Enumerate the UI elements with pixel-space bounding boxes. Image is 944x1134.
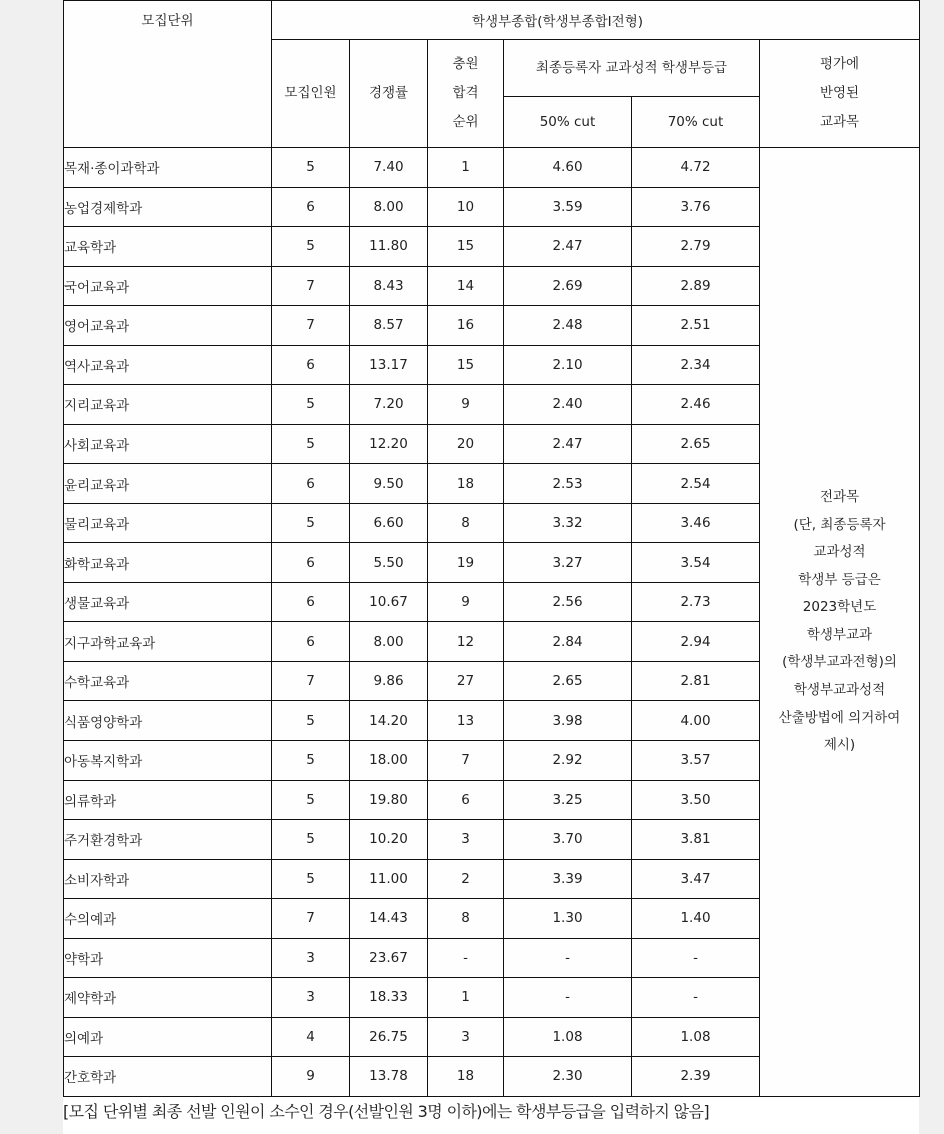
header-line: 교과목 xyxy=(819,114,860,130)
waitlist-rank-cell: 13 xyxy=(428,701,504,741)
unit-name-cell: 의예과 xyxy=(64,1017,272,1057)
note-line: 제시) xyxy=(823,737,856,754)
cut50-cell: 2.48 xyxy=(504,306,632,346)
cut50-column-header: 50% cut xyxy=(504,97,632,148)
cut70-cell: 2.51 xyxy=(632,306,760,346)
cut50-cell: 3.70 xyxy=(504,820,632,860)
quota-cell: 5 xyxy=(272,780,350,820)
waitlist-rank-cell: 9 xyxy=(428,582,504,622)
cut50-cell: 2.30 xyxy=(504,1057,632,1097)
header-line: 합격 xyxy=(452,85,479,101)
header-line: 평가에 xyxy=(819,56,860,72)
unit-name-cell: 수학교육과 xyxy=(64,661,272,701)
cut70-cell: 2.39 xyxy=(632,1057,760,1097)
quota-cell: 7 xyxy=(272,661,350,701)
competition-rate-cell: 7.20 xyxy=(350,385,428,425)
cut50-cell: - xyxy=(504,978,632,1018)
cut50-cell: 3.27 xyxy=(504,543,632,583)
competition-rate-cell: 14.43 xyxy=(350,899,428,939)
cut70-cell: - xyxy=(632,978,760,1018)
cut50-cell: 3.32 xyxy=(504,503,632,543)
cut50-cell: 2.56 xyxy=(504,582,632,622)
cut50-cell: 2.47 xyxy=(504,227,632,267)
competition-rate-cell: 8.00 xyxy=(350,187,428,227)
quota-cell: 6 xyxy=(272,543,350,583)
competition-rate-cell: 23.67 xyxy=(350,938,428,978)
waitlist-rank-cell: 3 xyxy=(428,820,504,860)
note-line: 산출방법에 의거하여 xyxy=(778,709,901,726)
waitlist-rank-cell: 16 xyxy=(428,306,504,346)
waitlist-rank-cell: 27 xyxy=(428,661,504,701)
unit-name-cell: 생물교육과 xyxy=(64,582,272,622)
cut50-cell: 1.30 xyxy=(504,899,632,939)
table-body xyxy=(64,148,920,1097)
quota-column-header: 모집인원 xyxy=(272,40,350,148)
cut70-cell: 2.89 xyxy=(632,266,760,306)
competition-rate-cell: 8.43 xyxy=(350,266,428,306)
waitlist-rank-cell: 19 xyxy=(428,543,504,583)
quota-cell: 5 xyxy=(272,385,350,425)
cut50-cell: 3.98 xyxy=(504,701,632,741)
admissions-results-table xyxy=(63,0,920,1097)
unit-name-cell: 국어교육과 xyxy=(64,266,272,306)
cut70-cell: 3.76 xyxy=(632,187,760,227)
unit-name-cell: 농업경제학과 xyxy=(64,187,272,227)
unit-name-cell: 약학과 xyxy=(64,938,272,978)
competition-rate-cell: 5.50 xyxy=(350,543,428,583)
note-line: (단, 최종등록자 xyxy=(793,516,886,533)
admission-type-header: 학생부종합(학생부종합I전형) xyxy=(272,1,920,40)
quota-cell: 6 xyxy=(272,187,350,227)
cut70-cell: 3.50 xyxy=(632,780,760,820)
cut50-cell: - xyxy=(504,938,632,978)
unit-name-cell: 영어교육과 xyxy=(64,306,272,346)
waitlist-rank-cell: 7 xyxy=(428,740,504,780)
unit-name-cell: 교육학과 xyxy=(64,227,272,267)
note-line: 교과성적 xyxy=(813,544,866,561)
quota-cell: 7 xyxy=(272,266,350,306)
waitlist-rank-cell: 1 xyxy=(428,148,504,188)
cut50-cell: 1.08 xyxy=(504,1017,632,1057)
unit-name-cell: 지구과학교육과 xyxy=(64,622,272,662)
quota-cell: 5 xyxy=(272,148,350,188)
competition-rate-cell: 9.86 xyxy=(350,661,428,701)
quota-cell: 5 xyxy=(272,820,350,860)
waitlist-rank-column-header xyxy=(428,40,504,148)
waitlist-rank-cell: 14 xyxy=(428,266,504,306)
cut50-cell: 3.59 xyxy=(504,187,632,227)
unit-name-cell: 지리교육과 xyxy=(64,385,272,425)
cut70-cell: 2.81 xyxy=(632,661,760,701)
quota-cell: 5 xyxy=(272,740,350,780)
unit-name-cell: 사회교육과 xyxy=(64,424,272,464)
quota-cell: 6 xyxy=(272,464,350,504)
competition-rate-cell: 10.67 xyxy=(350,582,428,622)
competition-rate-cell: 26.75 xyxy=(350,1017,428,1057)
cut50-cell: 2.47 xyxy=(504,424,632,464)
cut70-cell: 4.00 xyxy=(632,701,760,741)
competition-rate-cell: 9.50 xyxy=(350,464,428,504)
waitlist-rank-cell: 8 xyxy=(428,503,504,543)
cut50-cell: 2.65 xyxy=(504,661,632,701)
waitlist-rank-cell: 3 xyxy=(428,1017,504,1057)
cut50-cell: 2.92 xyxy=(504,740,632,780)
cut70-cell: 3.54 xyxy=(632,543,760,583)
cut50-cell: 2.84 xyxy=(504,622,632,662)
waitlist-rank-cell: 1 xyxy=(428,978,504,1018)
waitlist-rank-cell: 10 xyxy=(428,187,504,227)
cut70-cell: 2.73 xyxy=(632,582,760,622)
quota-cell: 3 xyxy=(272,978,350,1018)
competition-rate-cell: 13.78 xyxy=(350,1057,428,1097)
note-line: 전과목 xyxy=(819,488,860,505)
competition-rate-cell: 8.00 xyxy=(350,622,428,662)
competition-rate-cell: 14.20 xyxy=(350,701,428,741)
unit-name-cell: 제약학과 xyxy=(64,978,272,1018)
unit-name-cell: 식품영양학과 xyxy=(64,701,272,741)
quota-cell: 6 xyxy=(272,622,350,662)
cut70-cell: 4.72 xyxy=(632,148,760,188)
quota-cell: 7 xyxy=(272,899,350,939)
waitlist-rank-cell: 8 xyxy=(428,899,504,939)
note-line: (학생부교과전형)의 xyxy=(782,654,897,671)
cut70-cell: 2.46 xyxy=(632,385,760,425)
quota-cell: 7 xyxy=(272,306,350,346)
cut70-cell: 2.94 xyxy=(632,622,760,662)
competition-rate-cell: 18.33 xyxy=(350,978,428,1018)
unit-name-cell: 물리교육과 xyxy=(64,503,272,543)
cut70-cell: 3.47 xyxy=(632,859,760,899)
waitlist-rank-cell: 9 xyxy=(428,385,504,425)
unit-name-cell: 수의예과 xyxy=(64,899,272,939)
cut70-cell: 3.46 xyxy=(632,503,760,543)
competition-rate-cell: 18.00 xyxy=(350,740,428,780)
quota-cell: 5 xyxy=(272,503,350,543)
note-line: 학생부교과성적 xyxy=(793,682,886,699)
competition-rate-cell: 10.20 xyxy=(350,820,428,860)
competition-rate-cell: 11.00 xyxy=(350,859,428,899)
competition-rate-cell: 11.80 xyxy=(350,227,428,267)
cut50-cell: 4.60 xyxy=(504,148,632,188)
header-line: 충원 xyxy=(452,56,479,72)
unit-column-header: 모집단위 xyxy=(64,1,272,148)
unit-name-cell: 의류학과 xyxy=(64,780,272,820)
competition-column-header: 경쟁률 xyxy=(350,40,428,148)
unit-name-cell: 목재·종이과학과 xyxy=(64,148,272,188)
cut70-column-header: 70% cut xyxy=(632,97,760,148)
waitlist-rank-cell: - xyxy=(428,938,504,978)
unit-name-cell: 아동복지학과 xyxy=(64,740,272,780)
competition-rate-cell: 8.57 xyxy=(350,306,428,346)
cut70-cell: 3.57 xyxy=(632,740,760,780)
quota-cell: 5 xyxy=(272,424,350,464)
cut70-cell: 2.54 xyxy=(632,464,760,504)
unit-name-cell: 주거환경학과 xyxy=(64,820,272,860)
quota-cell: 9 xyxy=(272,1057,350,1097)
header-line: 순위 xyxy=(452,114,479,130)
waitlist-rank-cell: 12 xyxy=(428,622,504,662)
cut50-cell: 2.10 xyxy=(504,345,632,385)
grade-group-header: 최종등록자 교과성적 학생부등급 xyxy=(504,40,760,97)
note-line: 학생부 등급은 xyxy=(798,571,881,588)
quota-cell: 5 xyxy=(272,701,350,741)
competition-rate-cell: 19.80 xyxy=(350,780,428,820)
note-line: 학생부교과 xyxy=(806,626,873,643)
cut70-cell: 1.40 xyxy=(632,899,760,939)
waitlist-rank-cell: 15 xyxy=(428,227,504,267)
cut50-cell: 2.40 xyxy=(504,385,632,425)
cut50-cell: 2.53 xyxy=(504,464,632,504)
cut70-cell: 2.65 xyxy=(632,424,760,464)
unit-name-cell: 역사교육과 xyxy=(64,345,272,385)
table-row xyxy=(64,148,920,188)
header-row-top xyxy=(64,1,920,40)
quota-cell: 6 xyxy=(272,345,350,385)
subjects-note-cell xyxy=(760,148,920,1097)
competition-rate-cell: 12.20 xyxy=(350,424,428,464)
cut70-cell: 2.34 xyxy=(632,345,760,385)
cut70-cell: 3.81 xyxy=(632,820,760,860)
note-line: 2023학년도 xyxy=(802,599,877,616)
competition-rate-cell: 6.60 xyxy=(350,503,428,543)
competition-rate-cell: 7.40 xyxy=(350,148,428,188)
waitlist-rank-cell: 15 xyxy=(428,345,504,385)
quota-cell: 5 xyxy=(272,227,350,267)
cut70-cell: 1.08 xyxy=(632,1017,760,1057)
quota-cell: 3 xyxy=(272,938,350,978)
cut50-cell: 3.25 xyxy=(504,780,632,820)
cut50-cell: 2.69 xyxy=(504,266,632,306)
cut50-cell: 3.39 xyxy=(504,859,632,899)
quota-cell: 6 xyxy=(272,582,350,622)
waitlist-rank-cell: 6 xyxy=(428,780,504,820)
waitlist-rank-cell: 2 xyxy=(428,859,504,899)
quota-cell: 4 xyxy=(272,1017,350,1057)
unit-name-cell: 간호학과 xyxy=(64,1057,272,1097)
cut70-cell: - xyxy=(632,938,760,978)
cut70-cell: 2.79 xyxy=(632,227,760,267)
unit-name-cell: 화학교육과 xyxy=(64,543,272,583)
waitlist-rank-cell: 20 xyxy=(428,424,504,464)
unit-name-cell: 소비자학과 xyxy=(64,859,272,899)
waitlist-rank-cell: 18 xyxy=(428,464,504,504)
unit-name-cell: 윤리교육과 xyxy=(64,464,272,504)
header-line: 반영된 xyxy=(819,85,860,101)
footnote: [모집 단위별 최종 선발 인원이 소수인 경우(선발인원 3명 이하)에는 학생부등급을 입력하지 않음] xyxy=(63,1102,710,1121)
quota-cell: 5 xyxy=(272,859,350,899)
competition-rate-cell: 13.17 xyxy=(350,345,428,385)
subjects-column-header xyxy=(760,40,920,148)
waitlist-rank-cell: 18 xyxy=(428,1057,504,1097)
